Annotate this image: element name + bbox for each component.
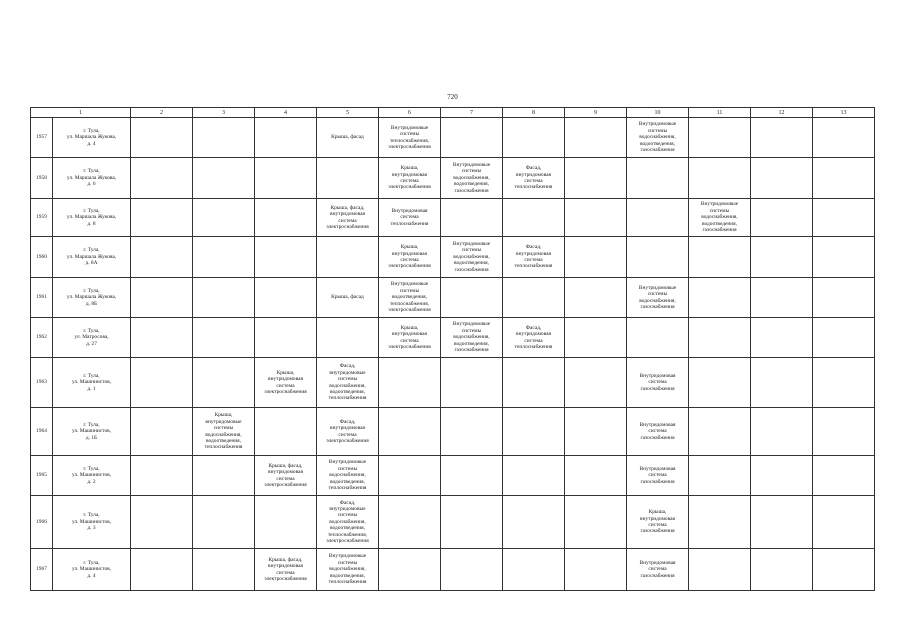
address-cell bbox=[53, 278, 131, 318]
work-cell bbox=[317, 278, 379, 318]
work-cell bbox=[193, 237, 255, 278]
work-cell bbox=[131, 199, 193, 237]
work-text: Внутридомовые системы водоснабжения, водоотведения, газоснабжения bbox=[452, 161, 491, 194]
address-text: г. Тула, ул. Маршала Жукова, д. 8 bbox=[66, 207, 117, 227]
work-cell bbox=[317, 456, 379, 496]
table-row bbox=[31, 408, 875, 456]
work-cell bbox=[317, 549, 379, 591]
work-text: Крыша, внутридомовая система электроснабжения bbox=[264, 369, 307, 395]
work-cell bbox=[565, 358, 627, 408]
work-cell bbox=[565, 278, 627, 318]
table-row bbox=[31, 237, 875, 278]
table-row bbox=[31, 456, 875, 496]
address-text: г. Тула, ул. Машинистов, д. 1Б bbox=[71, 421, 112, 441]
work-text: Внутридомовые системы водоснабжения, газоснабжения bbox=[638, 284, 677, 310]
work-cell bbox=[193, 456, 255, 496]
table-row bbox=[31, 318, 875, 358]
work-text: Крыша, внутридомовая система электроснабжения bbox=[388, 165, 431, 191]
work-cell bbox=[689, 358, 751, 408]
work-text: Внутридомовая система газоснабжения bbox=[639, 559, 676, 579]
table-row bbox=[31, 118, 875, 158]
address-cell bbox=[53, 549, 131, 591]
work-cell bbox=[193, 199, 255, 237]
work-cell bbox=[751, 199, 813, 237]
work-cell bbox=[131, 278, 193, 318]
work-cell bbox=[441, 358, 503, 408]
work-cell bbox=[627, 496, 689, 549]
work-cell bbox=[131, 237, 193, 278]
work-cell bbox=[503, 456, 565, 496]
address-text: г. Тула, ул. Машинистов, д. 2 bbox=[71, 465, 112, 485]
work-cell bbox=[813, 496, 875, 549]
work-cell bbox=[317, 496, 379, 549]
work-cell bbox=[813, 549, 875, 591]
work-text: Крыша, внутридомовая система электроснабжения bbox=[388, 244, 431, 270]
column-header: 11 bbox=[689, 108, 751, 118]
work-cell bbox=[255, 549, 317, 591]
work-cell bbox=[565, 318, 627, 358]
column-header: 5 bbox=[317, 108, 379, 118]
work-text: Внутридомовая система газоснабжения bbox=[639, 421, 676, 441]
work-cell bbox=[193, 118, 255, 158]
work-cell bbox=[813, 278, 875, 318]
address-text: г. Тула, ул. Маршала Жукова, д. 8А bbox=[66, 247, 117, 267]
work-cell bbox=[565, 158, 627, 199]
work-cell bbox=[689, 496, 751, 549]
work-text: Внутридомовые системы водоснабжения, водоотведения, теплоснабжения bbox=[328, 553, 367, 586]
work-cell bbox=[379, 118, 441, 158]
work-cell bbox=[379, 456, 441, 496]
work-cell bbox=[255, 496, 317, 549]
work-text: Внутридомовые системы водоснабжения, водоотведения, теплоснабжения bbox=[328, 459, 367, 492]
column-header: 7 bbox=[441, 108, 503, 118]
work-cell bbox=[379, 318, 441, 358]
table-row bbox=[31, 158, 875, 199]
address-text: г. Тула, ул. Маршала Жукова, д. 8Б bbox=[66, 287, 117, 307]
work-cell bbox=[441, 237, 503, 278]
work-cell bbox=[131, 318, 193, 358]
work-cell bbox=[379, 158, 441, 199]
address-cell bbox=[53, 118, 131, 158]
column-header: 9 bbox=[565, 108, 627, 118]
table-row bbox=[31, 278, 875, 318]
work-text: Крыша, фасад, внутридомовая система электроснабжения bbox=[264, 462, 307, 488]
column-header: 1 bbox=[31, 108, 131, 118]
work-cell bbox=[255, 318, 317, 358]
work-cell bbox=[813, 358, 875, 408]
work-cell bbox=[255, 408, 317, 456]
work-cell bbox=[627, 358, 689, 408]
work-cell bbox=[689, 158, 751, 199]
work-cell bbox=[627, 549, 689, 591]
work-cell bbox=[441, 199, 503, 237]
row-number: 1962 bbox=[31, 318, 53, 358]
work-cell bbox=[379, 199, 441, 237]
work-cell bbox=[503, 358, 565, 408]
work-cell bbox=[689, 118, 751, 158]
column-header: 12 bbox=[751, 108, 813, 118]
row-number: 1963 bbox=[31, 358, 53, 408]
work-cell bbox=[441, 318, 503, 358]
work-cell bbox=[193, 549, 255, 591]
work-text: Внутридомовые системы теплоснабжения, электроснабжения bbox=[388, 124, 431, 150]
work-text: Внутридомовые системы водоотведения, теплоснабжения, электроснабжения bbox=[388, 281, 431, 314]
work-text: Внутридомовая система теплоснабжения bbox=[390, 207, 429, 227]
column-header: 2 bbox=[131, 108, 193, 118]
page-number: 720 bbox=[447, 93, 458, 101]
work-cell bbox=[503, 278, 565, 318]
work-cell bbox=[751, 278, 813, 318]
address-cell bbox=[53, 237, 131, 278]
work-cell bbox=[813, 118, 875, 158]
work-cell bbox=[193, 408, 255, 456]
column-header: 13 bbox=[813, 108, 875, 118]
table-body bbox=[31, 118, 875, 591]
work-text: Внутридомовые системы водоснабжения, водоотведения, газоснабжения bbox=[452, 240, 491, 273]
work-cell bbox=[131, 549, 193, 591]
header-row bbox=[31, 108, 875, 118]
work-cell bbox=[751, 358, 813, 408]
work-cell bbox=[565, 237, 627, 278]
work-cell bbox=[627, 199, 689, 237]
address-cell bbox=[53, 496, 131, 549]
work-cell bbox=[503, 496, 565, 549]
work-text: Фасад, внутридомовая система теплоснабжения bbox=[514, 244, 553, 270]
work-cell bbox=[379, 549, 441, 591]
work-cell bbox=[317, 358, 379, 408]
work-cell bbox=[751, 237, 813, 278]
work-text: Внутридомовые системы водоснабжения, водоотведения, газоснабжения bbox=[638, 121, 677, 154]
work-cell bbox=[317, 118, 379, 158]
work-cell bbox=[689, 237, 751, 278]
work-cell bbox=[255, 278, 317, 318]
work-cell bbox=[193, 318, 255, 358]
work-cell bbox=[689, 549, 751, 591]
work-cell bbox=[131, 456, 193, 496]
work-cell bbox=[813, 318, 875, 358]
table-row bbox=[31, 358, 875, 408]
work-text: Крыша, фасад, внутридомовая система электроснабжения bbox=[264, 556, 307, 582]
column-header: 3 bbox=[193, 108, 255, 118]
address-text: г. Тула, ул. Машинистов, д. 4 bbox=[71, 559, 112, 579]
work-cell bbox=[751, 318, 813, 358]
work-text: Фасад, внутридомовая система теплоснабжения bbox=[514, 165, 553, 191]
work-text: Внутридомовые системы водоснабжения, водоотведения, газоснабжения bbox=[452, 321, 491, 354]
work-cell bbox=[379, 496, 441, 549]
work-cell bbox=[131, 408, 193, 456]
work-cell bbox=[503, 318, 565, 358]
work-cell bbox=[627, 158, 689, 199]
address-text: г. Тула, ул. Машинистов, д. 3 bbox=[71, 512, 112, 532]
row-number: 1966 bbox=[31, 496, 53, 549]
row-number: 1967 bbox=[31, 549, 53, 591]
row-number: 1959 bbox=[31, 199, 53, 237]
work-cell bbox=[565, 456, 627, 496]
work-cell bbox=[627, 318, 689, 358]
address-cell bbox=[53, 158, 131, 199]
work-cell bbox=[131, 118, 193, 158]
row-number: 1965 bbox=[31, 456, 53, 496]
work-text: Внутридомовые системы водоснабжения, водоотведения, газоснабжения bbox=[700, 201, 739, 234]
work-cell bbox=[131, 496, 193, 549]
work-cell bbox=[255, 199, 317, 237]
address-text: г. Тула, ул. Машинистов, д. 1 bbox=[71, 372, 112, 392]
address-text: г. Тула, ул. Матросова, д. 27 bbox=[74, 327, 109, 347]
work-text: Фасад, внутридомовая система электроснабжения bbox=[326, 418, 369, 444]
work-cell bbox=[751, 118, 813, 158]
work-cell bbox=[627, 456, 689, 496]
work-text: Внутридомовая система газоснабжения bbox=[639, 465, 676, 485]
work-cell bbox=[813, 456, 875, 496]
column-header: 6 bbox=[379, 108, 441, 118]
work-cell bbox=[565, 496, 627, 549]
column-header: 8 bbox=[503, 108, 565, 118]
address-cell bbox=[53, 199, 131, 237]
work-cell bbox=[255, 456, 317, 496]
work-cell bbox=[689, 408, 751, 456]
work-cell bbox=[441, 456, 503, 496]
work-cell bbox=[317, 158, 379, 199]
work-cell bbox=[813, 158, 875, 199]
work-cell bbox=[751, 158, 813, 199]
work-text: Крыша, фасад bbox=[331, 294, 364, 301]
work-cell bbox=[441, 408, 503, 456]
work-cell bbox=[379, 408, 441, 456]
work-cell bbox=[193, 358, 255, 408]
table-row bbox=[31, 199, 875, 237]
column-header: 4 bbox=[255, 108, 317, 118]
work-cell bbox=[751, 408, 813, 456]
work-cell bbox=[627, 408, 689, 456]
work-cell bbox=[441, 118, 503, 158]
work-cell bbox=[317, 318, 379, 358]
work-cell bbox=[627, 118, 689, 158]
work-cell bbox=[379, 237, 441, 278]
work-text: Фасад, внутридомовая система теплоснабжения bbox=[514, 324, 553, 350]
work-cell bbox=[503, 118, 565, 158]
work-cell bbox=[565, 118, 627, 158]
work-cell bbox=[255, 118, 317, 158]
work-cell bbox=[751, 549, 813, 591]
table-row bbox=[31, 496, 875, 549]
work-text: Крыша, внутридомовая система газоснабжения bbox=[640, 509, 675, 535]
work-cell bbox=[565, 199, 627, 237]
work-cell bbox=[317, 237, 379, 278]
work-cell bbox=[565, 408, 627, 456]
column-header: 10 bbox=[627, 108, 689, 118]
work-text: Крыша, внутридомовая система электроснабжения bbox=[388, 324, 431, 350]
work-text: Крыша, фасад, внутридомовая система электроснабжения bbox=[326, 204, 369, 230]
work-text: Внутридомовая система газоснабжения bbox=[639, 372, 676, 392]
work-cell bbox=[255, 237, 317, 278]
work-cell bbox=[503, 237, 565, 278]
work-cell bbox=[255, 158, 317, 199]
work-cell bbox=[813, 199, 875, 237]
work-cell bbox=[441, 158, 503, 199]
address-cell bbox=[53, 358, 131, 408]
address-text: г. Тула, ул. Маршала Жукова, д. 4 bbox=[66, 127, 117, 147]
address-text: г. Тула, ул. Маршала Жукова, д. 6 bbox=[66, 168, 117, 188]
work-cell bbox=[441, 549, 503, 591]
table-row bbox=[31, 549, 875, 591]
row-number: 1960 bbox=[31, 237, 53, 278]
work-cell bbox=[131, 358, 193, 408]
work-cell bbox=[441, 496, 503, 549]
work-cell bbox=[689, 318, 751, 358]
work-cell bbox=[751, 456, 813, 496]
capital-repair-table bbox=[30, 107, 875, 591]
row-number: 1964 bbox=[31, 408, 53, 456]
work-cell bbox=[193, 496, 255, 549]
work-cell bbox=[255, 358, 317, 408]
work-cell bbox=[503, 549, 565, 591]
work-cell bbox=[379, 358, 441, 408]
row-number: 1961 bbox=[31, 278, 53, 318]
work-cell bbox=[565, 549, 627, 591]
work-cell bbox=[813, 408, 875, 456]
work-cell bbox=[503, 408, 565, 456]
work-cell bbox=[503, 158, 565, 199]
work-cell bbox=[193, 158, 255, 199]
work-cell bbox=[627, 278, 689, 318]
work-cell bbox=[689, 278, 751, 318]
address-cell bbox=[53, 318, 131, 358]
work-cell bbox=[317, 199, 379, 237]
work-cell bbox=[689, 456, 751, 496]
work-text: Крыша, внутридомовые системы водоснабжения, водоотведения, теплоснабжения bbox=[204, 412, 243, 451]
work-cell bbox=[193, 278, 255, 318]
work-text: Крыша, фасад bbox=[331, 134, 364, 141]
work-cell bbox=[131, 158, 193, 199]
work-cell bbox=[379, 278, 441, 318]
work-cell bbox=[689, 199, 751, 237]
row-number: 1957 bbox=[31, 118, 53, 158]
address-cell bbox=[53, 456, 131, 496]
work-cell bbox=[813, 237, 875, 278]
address-cell bbox=[53, 408, 131, 456]
work-cell bbox=[441, 278, 503, 318]
work-cell bbox=[503, 199, 565, 237]
work-text: Фасад, внутридомовые системы водоснабжения, водоотведения, теплоснабжения, электроснабжения bbox=[326, 499, 369, 545]
work-text: Фасад, внутридомовые системы водоснабжения, водоотведения, теплоснабжения bbox=[328, 363, 367, 402]
work-cell bbox=[627, 237, 689, 278]
row-number: 1958 bbox=[31, 158, 53, 199]
work-cell bbox=[317, 408, 379, 456]
work-cell bbox=[751, 496, 813, 549]
